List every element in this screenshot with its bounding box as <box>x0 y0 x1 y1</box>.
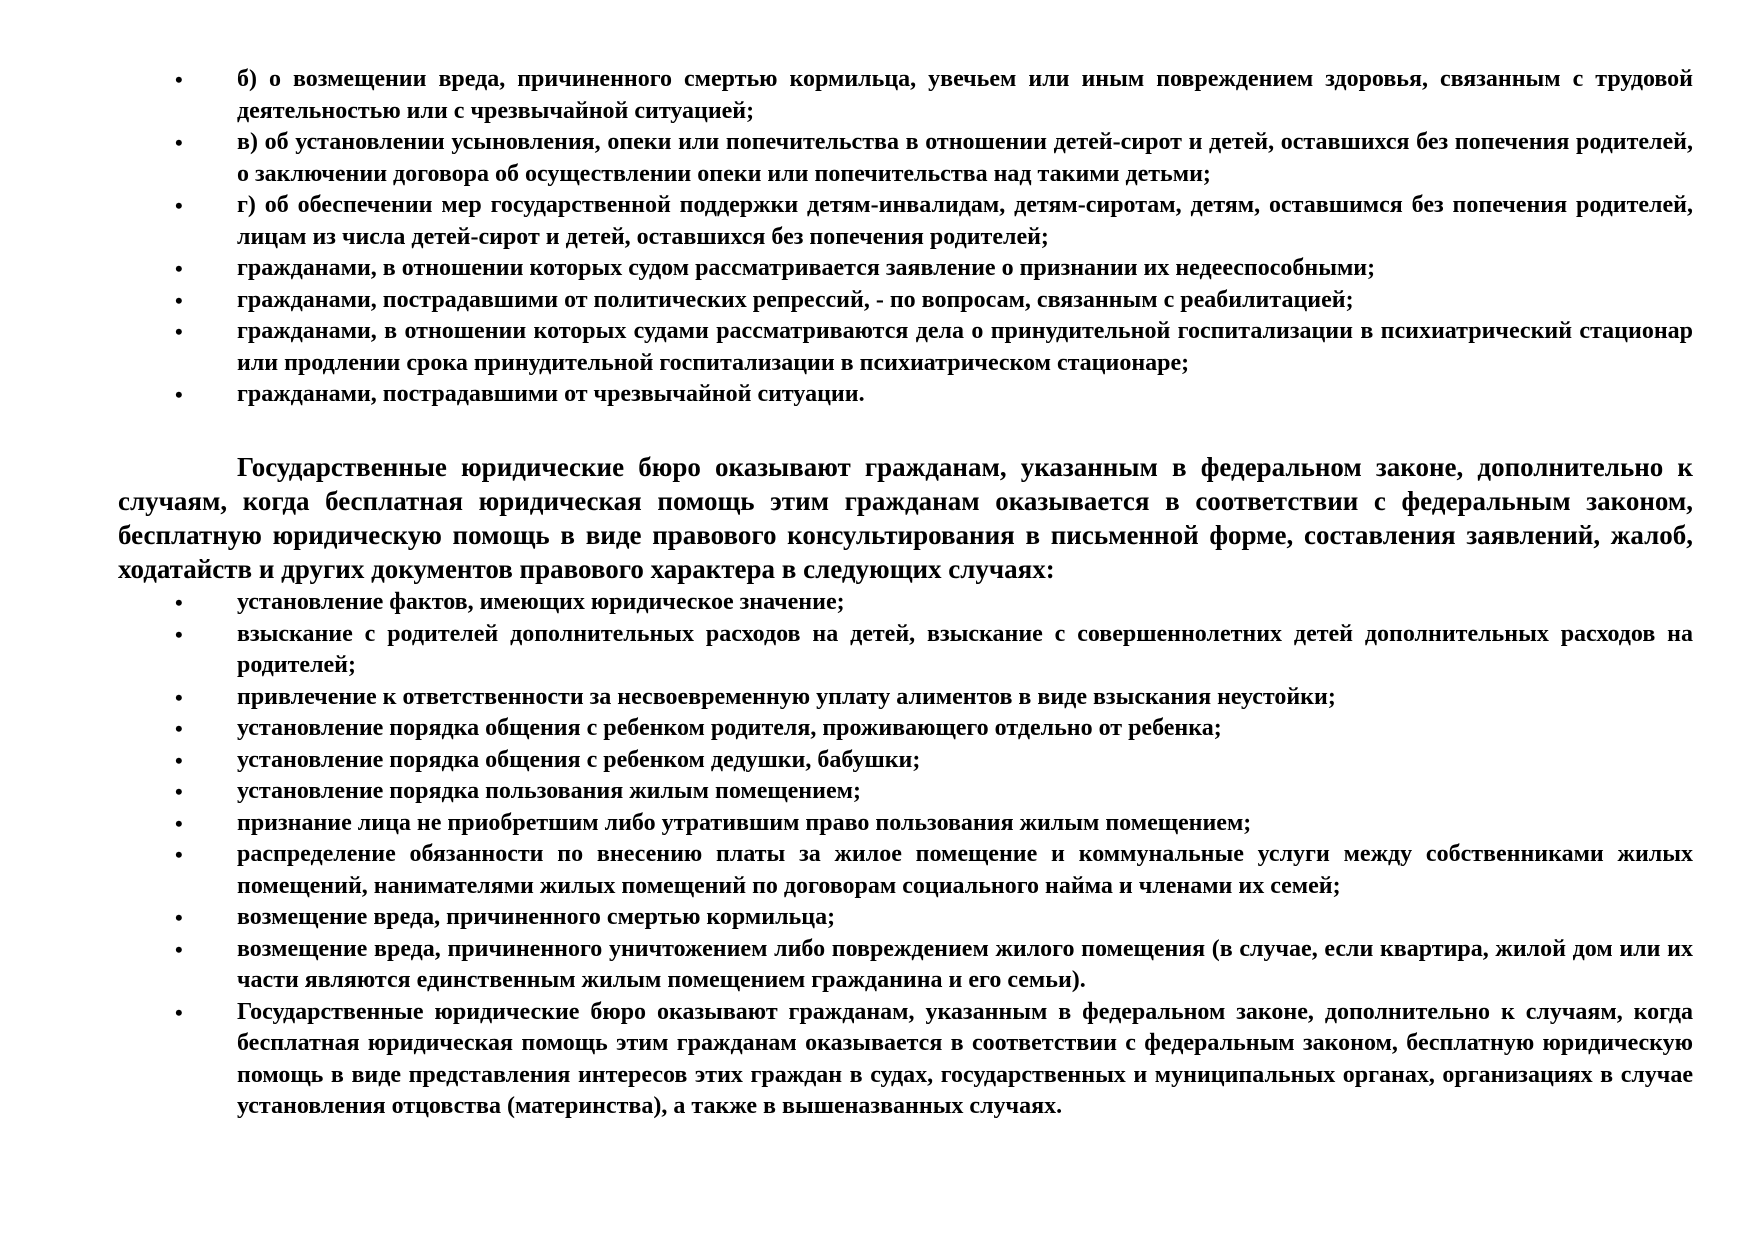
list-item <box>0 682 1693 714</box>
list-item <box>0 379 1693 411</box>
list-item-text: б) о возмещении вреда, причиненного смертью кормильца, увечьем или иным повреждением здоровья, связанным с трудовой деятельностью или с чрезвычайной ситуацией; <box>237 66 1693 124</box>
list-item-text: г) об обеспечении мер государственной поддержки детям-инвалидам, детям-сиротам, детям, оставшимся без попечения родителей, лицам из числа детей-сирот и детей, оставшихся без попечения родителей; <box>237 192 1693 250</box>
list-item-text: признание лица не приобретшим либо утратившим право пользования жилым помещением; <box>237 809 1252 836</box>
bullet-icon: • <box>175 936 183 962</box>
bullet-icon: • <box>175 842 183 867</box>
bullet-icon: • <box>175 716 183 741</box>
bullet-icon: • <box>175 382 183 407</box>
list-item <box>0 316 1693 379</box>
list-item <box>0 127 1693 190</box>
bullet-icon: • <box>175 779 183 804</box>
list-item <box>0 902 1693 934</box>
bullet-icon: • <box>175 67 183 92</box>
list-item-text: установление порядка общения с ребенком родителя, проживающего отдельно от ребенка; <box>237 715 1222 741</box>
bullet-list-top <box>0 64 1693 411</box>
list-item-text: Государственные юридические бюро оказывают гражданам, указанным в федеральном законе, дополнительно к случаям, когда бесплатная юридическая помощь этим гражданам оказывается в соответствии с федеральным законом, бесплатную юридическую помощь в виде представления интересов этих граждан в судах, государственных и муниципальных органах, организациях в случае установления отцовства (материнства), а также в вышеназванных случаях. <box>237 998 1693 1119</box>
bullet-icon: • <box>175 810 183 836</box>
bullet-icon: • <box>175 590 183 615</box>
bullet-icon: • <box>175 621 183 647</box>
list-item <box>0 997 1693 1123</box>
list-item <box>0 190 1693 253</box>
list-item <box>0 587 1693 619</box>
list-item-text: распределение обязанности по внесению платы за жилое помещение и коммунальные услуги между собственниками жилых помещений, нанимателями жилых помещений по договорам социального найма и членами их семей; <box>237 841 1693 899</box>
list-item-text: возмещение вреда, причиненного уничтожением либо повреждением жилого помещения (в случае, если квартира, жилой дом или их части являются единственным жилым помещением гражданина и его семьи). <box>237 935 1693 993</box>
list-item-text: гражданами, в отношении которых судом рассматривается заявление о признании их недееспособными; <box>237 255 1376 281</box>
list-item-text: гражданами, в отношении которых судами рассматриваются дела о принудительной госпитализации в психиатрический стационар или продлении срока принудительной госпитализации в психиатрическом стационаре; <box>237 318 1693 376</box>
list-item-text: в) об установлении усыновления, опеки или попечительства в отношении детей-сирот и детей, оставшихся без попечения родителей, о заключении договора об осуществлении опеки или попечительства над такими детьми; <box>237 129 1693 187</box>
bullet-icon: • <box>175 193 183 218</box>
bullet-list-bottom <box>0 587 1693 1123</box>
list-item <box>0 713 1693 745</box>
list-item <box>0 776 1693 808</box>
list-item <box>0 619 1693 682</box>
list-item <box>0 253 1693 285</box>
list-item <box>0 839 1693 902</box>
intro-paragraph: Государственные юридические бюро оказывают гражданам, указанным в федеральном законе, дополнительно к случаям, когда бесплатная юридическая помощь этим гражданам оказывается в соответствии с федеральным законом, бесплатную юридическую помощь в виде правового консультирования в письменной форме, составления заявлений, жалоб, ходатайств и других документов правового характера в следующих случаях: <box>118 452 1693 584</box>
list-item-text: гражданами, пострадавшими от чрезвычайной ситуации. <box>237 381 865 407</box>
list-item <box>0 808 1693 840</box>
list-item-text: гражданами, пострадавшими от политических репрессий, - по вопросам, связанным с реабилитацией; <box>237 286 1354 313</box>
bullet-icon: • <box>175 287 183 313</box>
list-item <box>0 745 1693 777</box>
list-item-text: привлечение к ответственности за несвоевременную уплату алиментов в виде взыскания неустойки; <box>237 683 1336 710</box>
list-item <box>0 934 1693 997</box>
list-item <box>0 285 1693 317</box>
bullet-icon: • <box>175 130 183 155</box>
list-item-text: установление фактов, имеющих юридическое значение; <box>237 589 845 615</box>
list-item-text: установление порядка общения с ребенком дедушки, бабушки; <box>237 746 921 773</box>
list-item-text: взыскание с родителей дополнительных расходов на детей, взыскание с совершеннолетних детей дополнительных расходов на родителей; <box>237 620 1693 678</box>
bullet-icon: • <box>175 999 183 1025</box>
bullet-icon: • <box>175 747 183 773</box>
bullet-icon: • <box>175 684 183 710</box>
list-item-text: возмещение вреда, причиненного смертью кормильца; <box>237 904 836 930</box>
bullet-icon: • <box>175 256 183 281</box>
list-item <box>0 64 1693 127</box>
bullet-icon: • <box>175 319 183 344</box>
list-item-text: установление порядка пользования жилым помещением; <box>237 778 861 804</box>
bullet-icon: • <box>175 905 183 930</box>
